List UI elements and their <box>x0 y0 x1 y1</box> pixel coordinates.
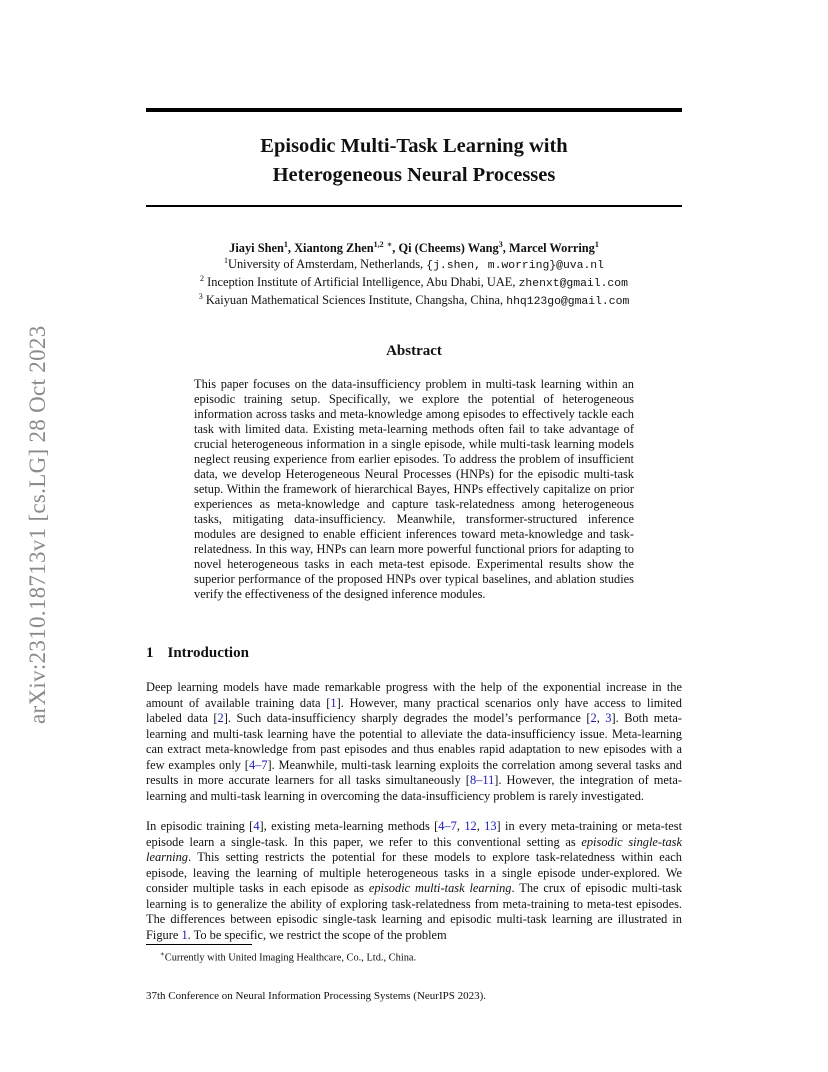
affiliation-email: {j.shen, m.worring}@uva.nl <box>426 260 604 272</box>
section-title: Introduction <box>167 645 249 661</box>
affiliation-line <box>146 256 682 274</box>
text-run: , <box>456 819 465 833</box>
intro-paragraph-1 <box>146 680 682 804</box>
affiliation-line <box>146 292 682 310</box>
citation-link[interactable]: 8–11 <box>469 773 495 787</box>
citation-link[interactable]: 4–7 <box>438 819 457 833</box>
footnote-mark: ∗ <box>160 950 165 958</box>
affiliation-email: zhenxt@gmail.com <box>518 278 628 290</box>
citation-link[interactable]: 1 <box>330 695 337 710</box>
citation-link[interactable]: 3 <box>605 711 612 725</box>
citation-link[interactable]: 2 <box>217 711 224 725</box>
footnote <box>146 950 682 963</box>
title-line-1: Episodic Multi-Task Learning with <box>260 135 568 157</box>
title-line-2: Heterogeneous Neural Processes <box>272 164 556 186</box>
text-run: ]. Meanwhile, multi-task learning exploits the correlation among several tasks and results in more accurate learners for all tasks simultaneously [ <box>146 757 682 787</box>
venue-footer: 37th Conference on Neural Information Processing Systems (NeurIPS 2023). <box>146 990 487 1002</box>
author-name: Qi (Cheems) Wang <box>398 241 499 255</box>
author-affiliation-mark: 1 <box>283 239 288 249</box>
footnote-text: Currently with United Imaging Healthcare, Co., Ltd., China. <box>164 952 417 964</box>
section-number: 1 <box>146 645 154 661</box>
text-run: ]. However, the integration of meta-learning and multi-task learning in overcoming the data-insufficiency problem is rarely investigated. <box>146 773 682 803</box>
author-name: Jiayi Shen <box>229 241 284 255</box>
arxiv-stamp: arXiv:2310.18713v1 [cs.LG] 28 Oct 2023 <box>25 325 50 725</box>
author-affiliation-mark: 3 <box>498 239 503 249</box>
affiliation-email: hhq123go@gmail.com <box>506 296 630 308</box>
abstract-text: This paper focuses on the data-insufficiency problem in multi-task learning within an episodic training setup. Specifically, we explore the potential of heterogeneous information across tasks and meta-knowledge among episodes to effectively tackle each task with limited data. Existing meta-learning methods often fail to take advantage of crucial heterogeneous information in a single episode, while multi-task learning models neglect reusing experience from earlier episodes. To address the problem of insufficient data, we develop Heterogeneous Neural Processes (HNPs) for the episodic multi-task setup. Within the framework of hierarchical Bayes, HNPs effectively capitalize on prior experiences as meta-knowledge and capture task-relatedness among heterogeneous tasks, mitigating data-insufficiency. Meanwhile, transformer-structured inference modules are designed to enable efficient inferences toward meta-knowledge and task-relatedness. In this way, HNPs can learn more powerful functional priors for adapting to novel heterogeneous tasks in each meta-test episode. Experimental results show the superior performance of the proposed HNPs over typical baselines, and ablation studies verify the effectiveness of the designed inference modules. <box>194 377 634 601</box>
affiliation-mark: 2 <box>200 273 205 283</box>
corresponding-mark: ∗ <box>386 239 393 249</box>
text-run: Deep learning models have made remarkable progress with the help of the exponential increase in the amount of available training data [ <box>146 680 682 710</box>
text-run: . The crux of episodic multi-task learning is to generalize the ability of exploring task-relatedness from meta-training to meta-test episodes. The differences between episodic single-task learning and episodic multi-task learning are illustrated in Figure <box>146 881 682 942</box>
text-run: ], existing meta-learning methods [ <box>259 819 439 833</box>
text-run: . To be specific, we restrict the scope of the problem <box>187 927 447 942</box>
text-run: ] in every meta-training or meta-test episode learn a single-task. In this paper, we refer to this conventional setting as <box>146 819 683 849</box>
footnote-rule <box>146 944 252 945</box>
author-affiliation-mark: 1,2 <box>373 239 384 249</box>
paper-title <box>146 132 682 190</box>
affiliation-line <box>146 274 682 292</box>
title-bottom-rule <box>146 205 682 207</box>
author-list: Jiayi Shen$^1$, Xiantong Zhen$^{1,2}$ ∗, Qi (Cheems) Wang$^3$, Marcel Worring$^1$ <box>229 239 599 255</box>
text-run: . This setting restricts the potential for these models to explore task-relatedness within each episode, leaving the learning of multiple heterogeneous tasks in a single episode under-explored. We consider multiple tasks in each episode as <box>146 850 682 895</box>
author-affiliation-mark: 1 <box>594 239 599 249</box>
emphasis-term: episodic single-task learning <box>146 834 683 864</box>
text-run: In episodic training [ <box>146 819 254 833</box>
citation-link[interactable]: 13 <box>484 819 497 833</box>
text-run: ]. Such data-insufficiency sharply degrades the model’s performance [ <box>223 711 591 725</box>
affiliation-mark: 3 <box>198 291 203 301</box>
text-run: ]. Both meta-learning and multi-task learning have the potential to alleviate the data-insufficiency issue. Meta-learning can extract meta-knowledge from past episodes and thus enables rapid adaptation to new episodes with a few examples only [ <box>146 711 682 772</box>
title-top-rule <box>146 108 682 112</box>
author-name: Marcel Worring <box>508 241 595 255</box>
citation-link[interactable]: 2 <box>590 711 597 725</box>
intro-paragraph-2 <box>146 819 682 943</box>
abstract-heading: Abstract <box>386 343 442 359</box>
citation-link[interactable]: 12 <box>464 819 477 833</box>
citation-link[interactable]: 4 <box>253 819 260 833</box>
section-heading <box>146 645 263 662</box>
text-run: ]. However, many practical scenarios only have access to limited labeled data [ <box>146 695 682 725</box>
author-name: Xiantong Zhen <box>294 241 374 255</box>
text-run: , <box>476 819 485 833</box>
affiliation-mark: 1 <box>224 255 229 265</box>
authors-block <box>146 240 682 310</box>
emphasis-term: episodic multi-task learning <box>368 881 512 895</box>
affiliation-text: University of Amsterdam, Netherlands, <box>228 257 427 271</box>
text-run: , <box>596 711 606 725</box>
affiliation-text: Kaiyuan Mathematical Sciences Institute, Changsha, China, <box>205 293 507 307</box>
citation-link[interactable]: 4–7 <box>248 757 268 772</box>
affiliation-text: Inception Institute of Artificial Intelligence, Abu Dhabi, UAE, <box>207 275 519 289</box>
figure-link[interactable]: 1 <box>181 927 188 942</box>
